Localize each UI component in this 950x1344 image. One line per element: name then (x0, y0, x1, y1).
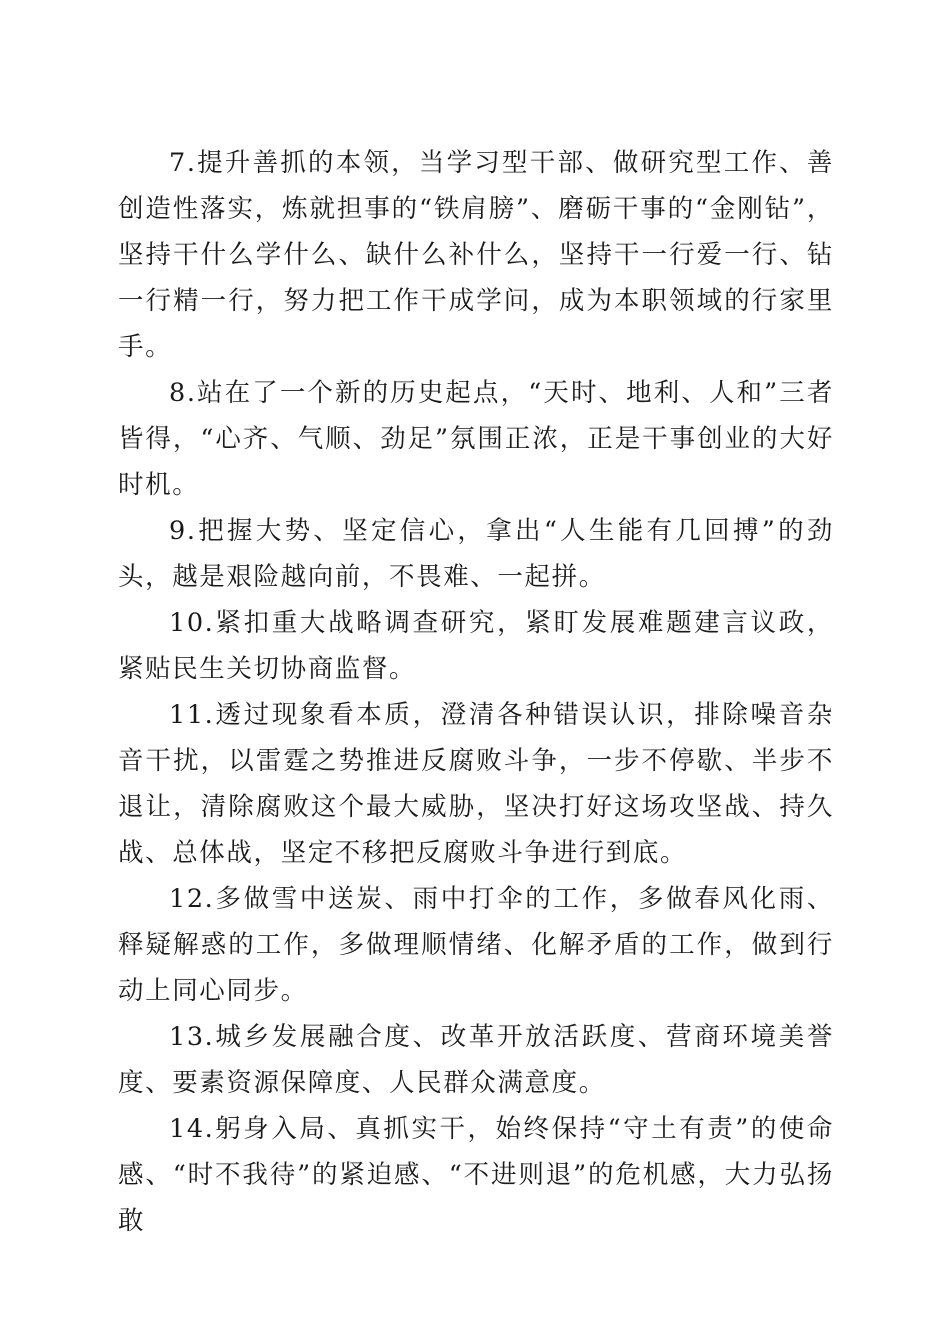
paragraph-9: 9.把握大势、坚定信心，拿出“人生能有几回搏”的劲头，越是艰险越向前，不畏难、一起拼。 (118, 516, 834, 592)
paragraph-11: 11.透过现象看本质，澄清各种错误认识，排除噪音杂音干扰，以雷霆之势推进反腐败斗争，一步不停歇、半步不退让，清除腐败这个最大威胁，坚决打好这场攻坚战、持久战、总体战，坚定不移把反腐败斗争进行到底。 (118, 700, 834, 868)
paragraph-12: 12.多做雪中送炭、雨中打伞的工作，多做春风化雨、释疑解惑的工作，多做理顺情绪、化解矛盾的工作，做到行动上同心同步。 (118, 884, 834, 1006)
document-body (118, 140, 834, 1244)
paragraph-14: 14.躬身入局、真抓实干，始终保持“守土有责”的使命感、“时不我待”的紧迫感、“不进则退”的危机感，大力弘扬敢 (118, 1114, 834, 1236)
paragraph-8: 8.站在了一个新的历史起点，“天时、地利、人和”三者皆得，“心齐、气顺、劲足”氛围正浓，正是干事创业的大好时机。 (118, 378, 834, 500)
paragraph-7: 7.提升善抓的本领，当学习型干部、做研究型工作、善创造性落实，炼就担事的“铁肩膀”、磨砺干事的“金刚钻”，坚持干什么学什么、缺什么补什么，坚持干一行爱一行、钻一行精一行，努力把工作干成学问，成为本职领域的行家里手。 (118, 148, 834, 362)
paragraph-13: 13.城乡发展融合度、改革开放活跃度、营商环境美誉度、要素资源保障度、人民群众满意度。 (118, 1022, 834, 1098)
paragraph-10: 10.紧扣重大战略调查研究，紧盯发展难题建言议政，紧贴民生关切协商监督。 (118, 608, 834, 684)
